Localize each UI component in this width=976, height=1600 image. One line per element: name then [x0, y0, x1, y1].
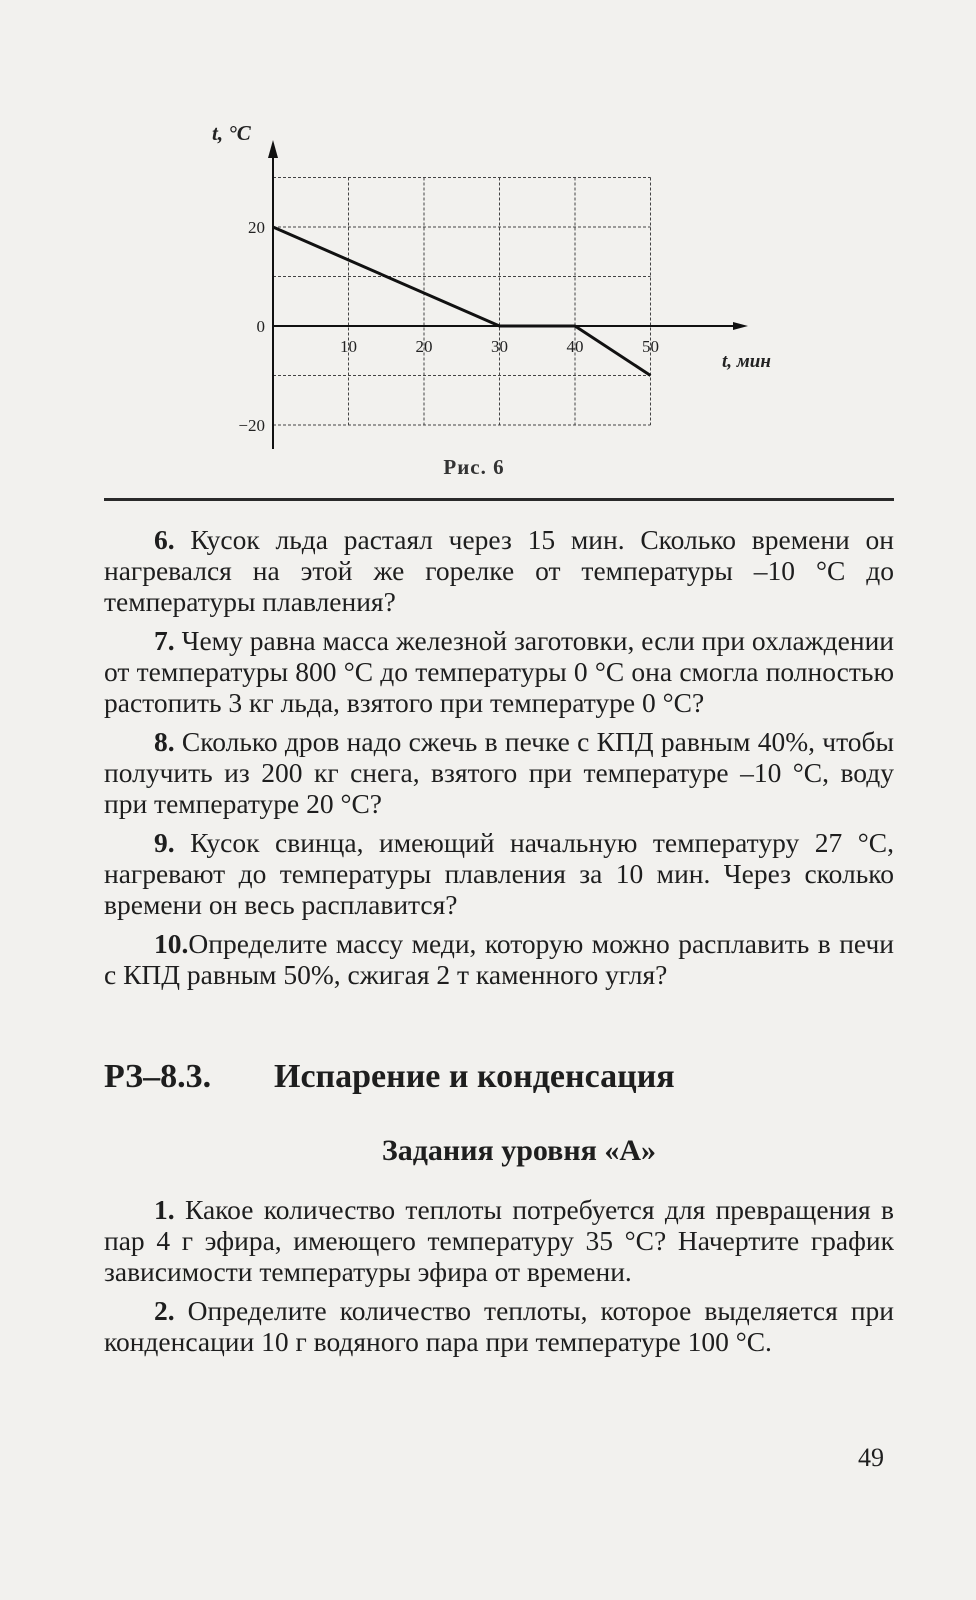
problem-a1: 1. Какое количество теплоты потребуется для превращения в пар 4 г эфира, имеющего температуру 35 °С? Начертите график зависимости температуры эфира от времени. [104, 1194, 894, 1287]
y-axis-arrow [268, 140, 278, 158]
problem-8: 8. Сколько дров надо сжечь в печке с КПД равным 40%, чтобы получить из 200 кг снега, взятого при температуре –10 °С, воду при температуре 20 °С? [104, 726, 894, 819]
problem-7: 7. Чему равна масса железной заготовки, если при охлаждении от температуры 800 °С до температуры 0 °С она смогла полностью растопить 3 кг льда, взятого при температуре 0 °С? [104, 625, 895, 718]
x-axis-arrow [733, 322, 748, 330]
graph-axes [268, 140, 748, 449]
section-heading [104, 1058, 894, 1096]
problems-list-top [104, 524, 894, 998]
page-number: 49 [858, 1443, 884, 1472]
figure-caption: Рис. 6 [443, 455, 505, 479]
problem-a2: 2. Определите количество теплоты, которое выделяется при конденсации 10 г водяного пара при температуре 100 °С. [104, 1295, 895, 1357]
horizontal-rule [104, 498, 894, 501]
series-line-0 [273, 227, 651, 376]
x-axis-label: t, мин [722, 351, 771, 372]
subheading: Задания уровня «А» [381, 1134, 657, 1167]
x-tick-label-50: 50 [642, 337, 659, 356]
x-tick-label-40: 40 [566, 337, 584, 356]
problems-list-bottom [104, 1194, 894, 1365]
section-code: РЗ–8.3. [104, 1058, 212, 1095]
section-title: Испарение и конденсация [274, 1058, 675, 1095]
y-tick-label--20: −20 [238, 416, 265, 435]
problem-6: 6. Кусок льда растаял через 15 мин. Сколько времени он нагревался на этой же горелке от температуры –10 °С до температуры плавления? [104, 524, 895, 617]
problem-9: 9. Кусок свинца, имеющий начальную температуру 27 °С, нагревают до температуры плавления за 10 мин. Через сколько времени он весь расплавится? [104, 827, 894, 920]
y-axis-label: t, °C [212, 121, 251, 145]
graph-grid [273, 178, 651, 426]
problem-10: 10.Определите массу меди, которую можно расплавить в печи с КПД равным 50%, сжигая 2 т каменного угля? [104, 928, 894, 990]
y-tick-label-20: 20 [248, 218, 265, 237]
temperature-time-graph [0, 0, 976, 500]
y-tick-label-0: 0 [256, 317, 265, 336]
graph-series [273, 227, 651, 376]
x-tick-label-30: 30 [491, 337, 508, 356]
x-tick-label-20: 20 [415, 337, 433, 356]
x-tick-label-10: 10 [340, 337, 357, 356]
